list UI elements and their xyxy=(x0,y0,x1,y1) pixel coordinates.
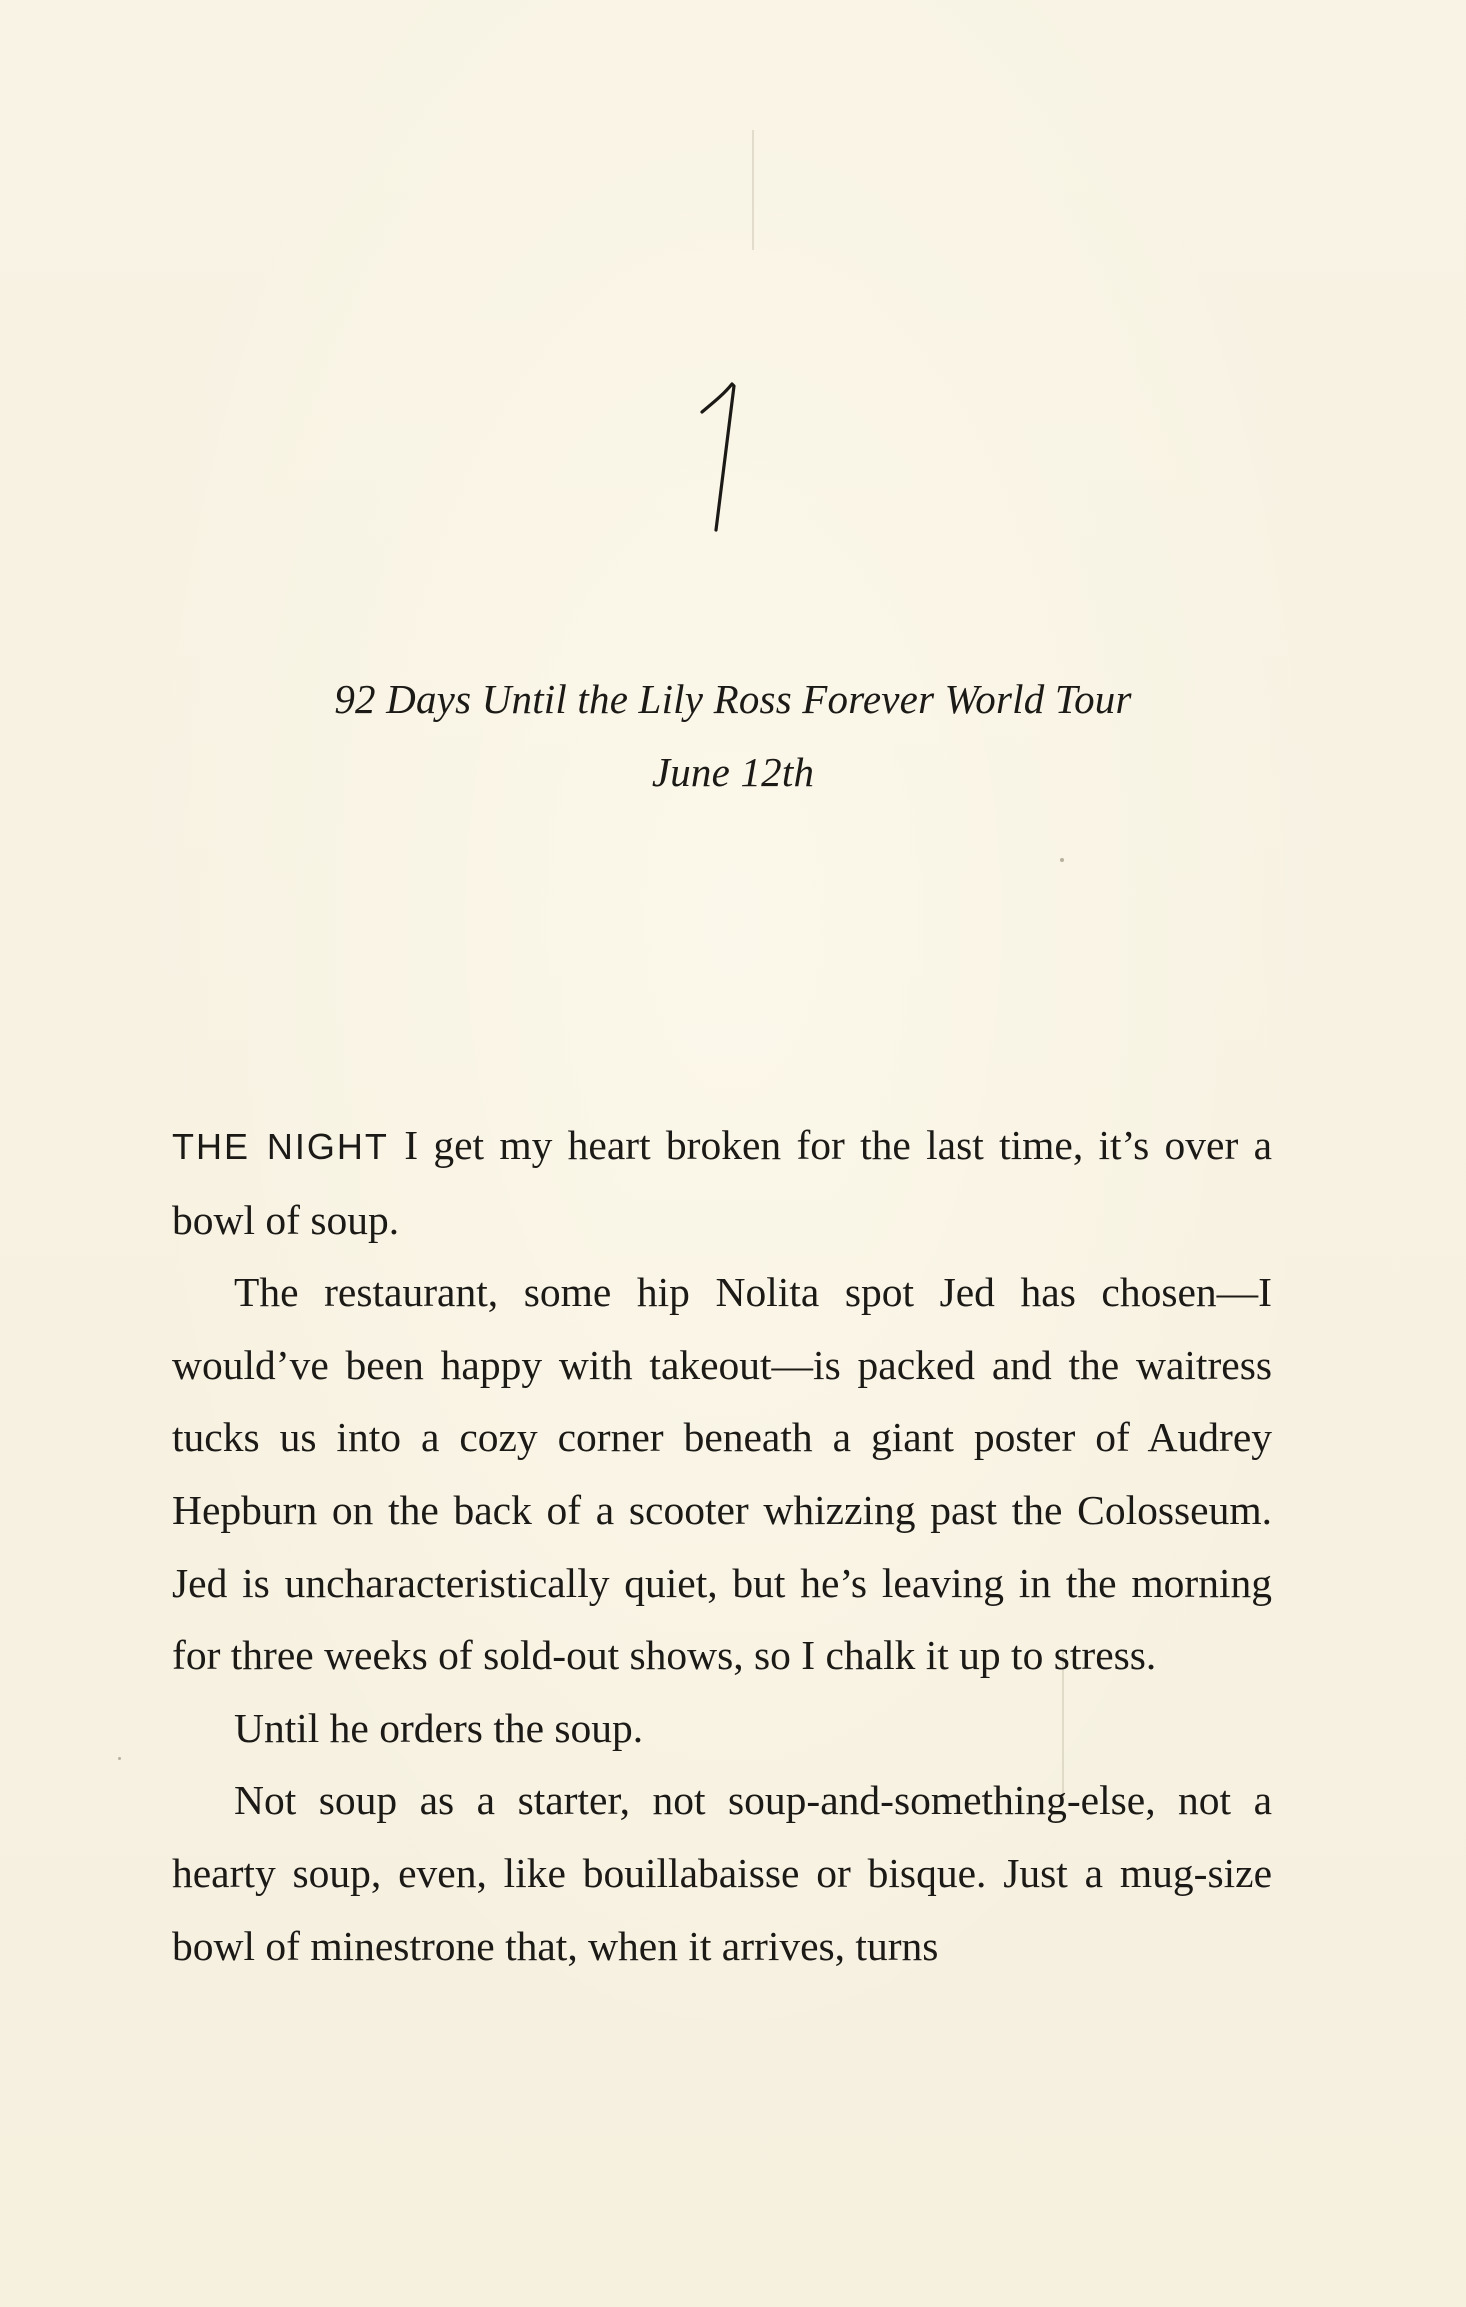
lead-in-small-caps: THE NIGHT xyxy=(172,1126,389,1167)
chapter-number-glyph xyxy=(680,380,760,540)
paragraph-1 xyxy=(172,1109,1272,1256)
paragraph-4: Not soup as a starter, not soup-and-something-else, not a hearty soup, even, like bouillabaisse or bisque. Just a mug-size bowl of minestrone that, when it arrives, turns xyxy=(172,1777,1272,1969)
paragraph-3: Until he orders the soup. xyxy=(234,1704,644,1751)
chapter-body xyxy=(172,1109,1272,1982)
paragraph-2: The restaurant, some hip Nolita spot Jed has chosen—I would’ve been happy with takeout—is packed and the waitress tucks us into a cozy corner beneath a giant poster of Audrey Hepburn on the back of a scooter whizzing past the Colosseum. Jed is uncharacteristically quiet, but he’s leaving in the morning for three weeks of sold-out shows, so I chalk it up to stress. xyxy=(172,1269,1272,1679)
paper-crease xyxy=(752,130,754,250)
paragraph-1-text: I get my heart broken for the last time, it’s over a bowl of soup. xyxy=(172,1122,1272,1243)
epigraph-countdown: 92 Days Until the Lily Ross Forever World Tour xyxy=(334,676,1132,722)
chapter-number xyxy=(680,380,760,540)
epigraph-date: June 12th xyxy=(651,749,815,795)
paper-speck xyxy=(1060,858,1064,862)
paper-speck xyxy=(118,1757,121,1760)
